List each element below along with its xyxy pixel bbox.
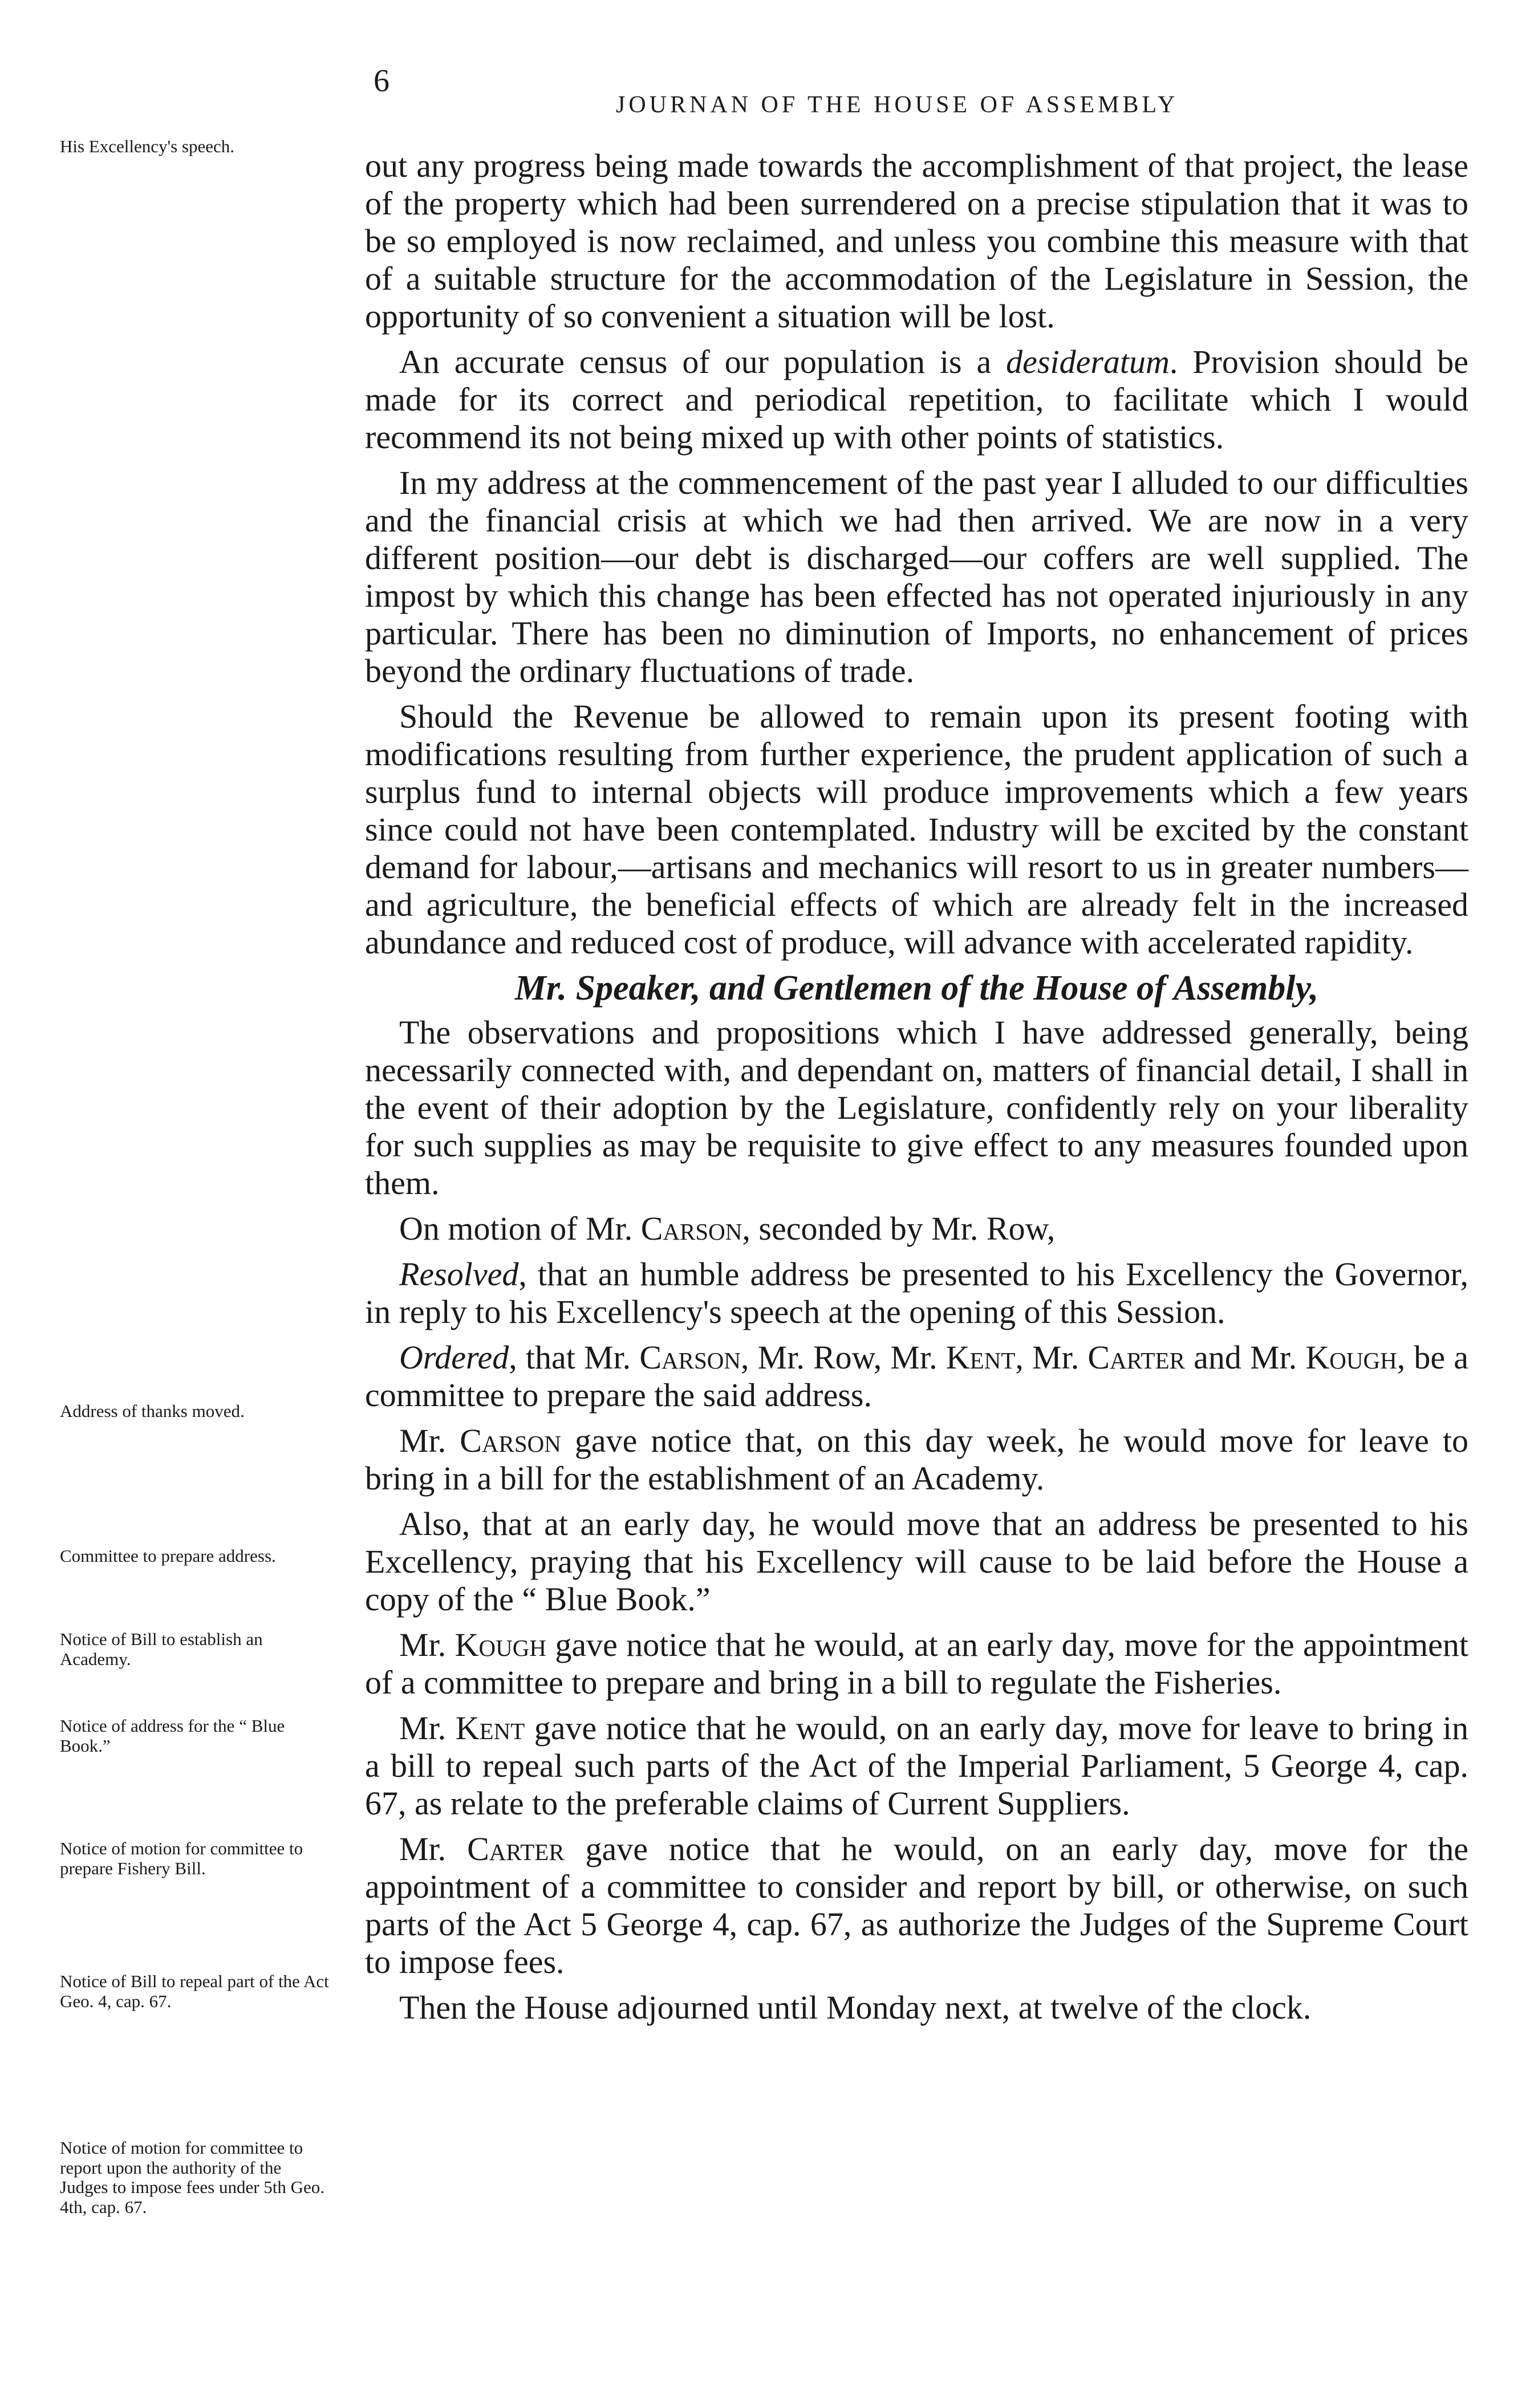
paragraph: Mr. Kent gave notice that he would, on an early day, move for leave to bring in a bill to repeal such parts of the Act of the Imperial Parliament, 5 George 4, cap. 67, as relate to the preferable claims of Current Suppliers.: [365, 1709, 1468, 1822]
page-number: 6: [374, 63, 389, 99]
running-head: JOURNAN OF THE HOUSE OF ASSEMBLY: [616, 92, 1179, 118]
paragraph: Mr. Carson gave notice that, on this day week, he would move for leave to bring in a bill for the establishment of an Academy.: [365, 1422, 1468, 1497]
margin-note-speech: His Excellency's speech.: [60, 136, 235, 156]
paragraph: Mr. Carter gave notice that he would, on an early day, move for the appointment of a committee to consider and report by bill, or otherwise, on such parts of the Act 5 George 4, cap. 67, as authorize the Judges of the Supreme Court to impose fees.: [365, 1830, 1468, 1980]
section-heading: Mr. Speaker, and Gentlemen of the House of Assembly,: [514, 969, 1319, 1008]
paragraph: Should the Revenue be allowed to remain upon its present footing with modifications resulting from further experience, the prudent application of such a surplus fund to internal objects will produce improvements which a few years since could not have been contemplated. Industry will be excited by the constant demand for labour,—artisans and mechanics will resort to us in greater numbers—and agriculture, the beneficial effects of which are already felt in the increased abundance and reduced cost of produce, will advance with accelerated rapidity.: [365, 698, 1468, 961]
paragraph: The observations and propositions which I have addressed generally, being necessarily connected with, and dependant on, matters of financial detail, I shall in the event of their adoption by the Legislature, confidently rely on your liberality for such supplies as may be requisite to give effect to any measures founded upon them.: [365, 1014, 1468, 1201]
paragraph: Ordered, that Mr. Carson, Mr. Row, Mr. Kent, Mr. Carter and Mr. Kough, be a committee to prepare the said address.: [365, 1339, 1468, 1414]
paragraph: out any progress being made towards the accomplishment of that project, the lease of the property which had been surrendered on a precise stipulation that it was to be so employed is now reclaimed, and unless you combine this measure with that of a suitable structure for the accommodation of the Legislature in Session, the opportunity of so convenient a situation will be lost.: [365, 147, 1468, 335]
paragraph: Mr. Kough gave notice that he would, at an early day, move for the appointment of a committee to prepare and bring in a bill to regulate the Fisheries.: [365, 1626, 1469, 1701]
margin-note-address-moved: Address of thanks moved.: [60, 1401, 245, 1421]
paragraph: In my address at the commencement of the past year I alluded to our difficulties and the financial crisis at which we had then arrived. We are now in a very different position—our debt is discharged—our coffers are well supplied. The impost by which this change has been effected has not operated injuriously in any particular. There has been no diminution of Imports, no enhancement of prices beyond the ordinary fluctuations of trade.: [365, 464, 1468, 689]
margin-note-fishery: Notice of motion for committee to prepare Fishery Bill.: [60, 1838, 303, 1878]
body-text: [365, 147, 1468, 2035]
margin-note-committee: Committee to prepare address.: [60, 1546, 276, 1566]
margin-note-judges: Notice of motion for committee to report upon the authority of the Judges to impose fees under 5th Geo. 4th, cap. 67.: [60, 2138, 325, 2218]
paragraph: On motion of Mr. Carson, seconded by Mr. Row,: [399, 1210, 1056, 1247]
margin-note-blue-book: Notice of address for the “ Blue Book.”: [60, 1716, 285, 1756]
margin-note-academy: Notice of Bill to establish an Academy.: [60, 1629, 263, 1669]
paragraph: Also, that at an early day, he would move that an address be presented to his Excellency, praying that his Excellency will cause to be laid before the House a copy of the “ Blue Book.”: [365, 1505, 1468, 1618]
paragraph: An accurate census of our population is a desideratum. Provision should be made for its correct and periodical repetition, to facilitate which I would recommend its not being mixed up with other points of statistics.: [365, 343, 1468, 456]
paragraph: Then the House adjourned until Monday next, at twelve of the clock.: [399, 1989, 1312, 2026]
paragraph: Resolved, that an humble address be presented to his Excellency the Governor, in reply to his Excellency's speech at the opening of this Session.: [365, 1256, 1468, 1330]
margin-note-repeal: Notice of Bill to repeal part of the Act Geo. 4, cap. 67.: [60, 1971, 329, 2011]
